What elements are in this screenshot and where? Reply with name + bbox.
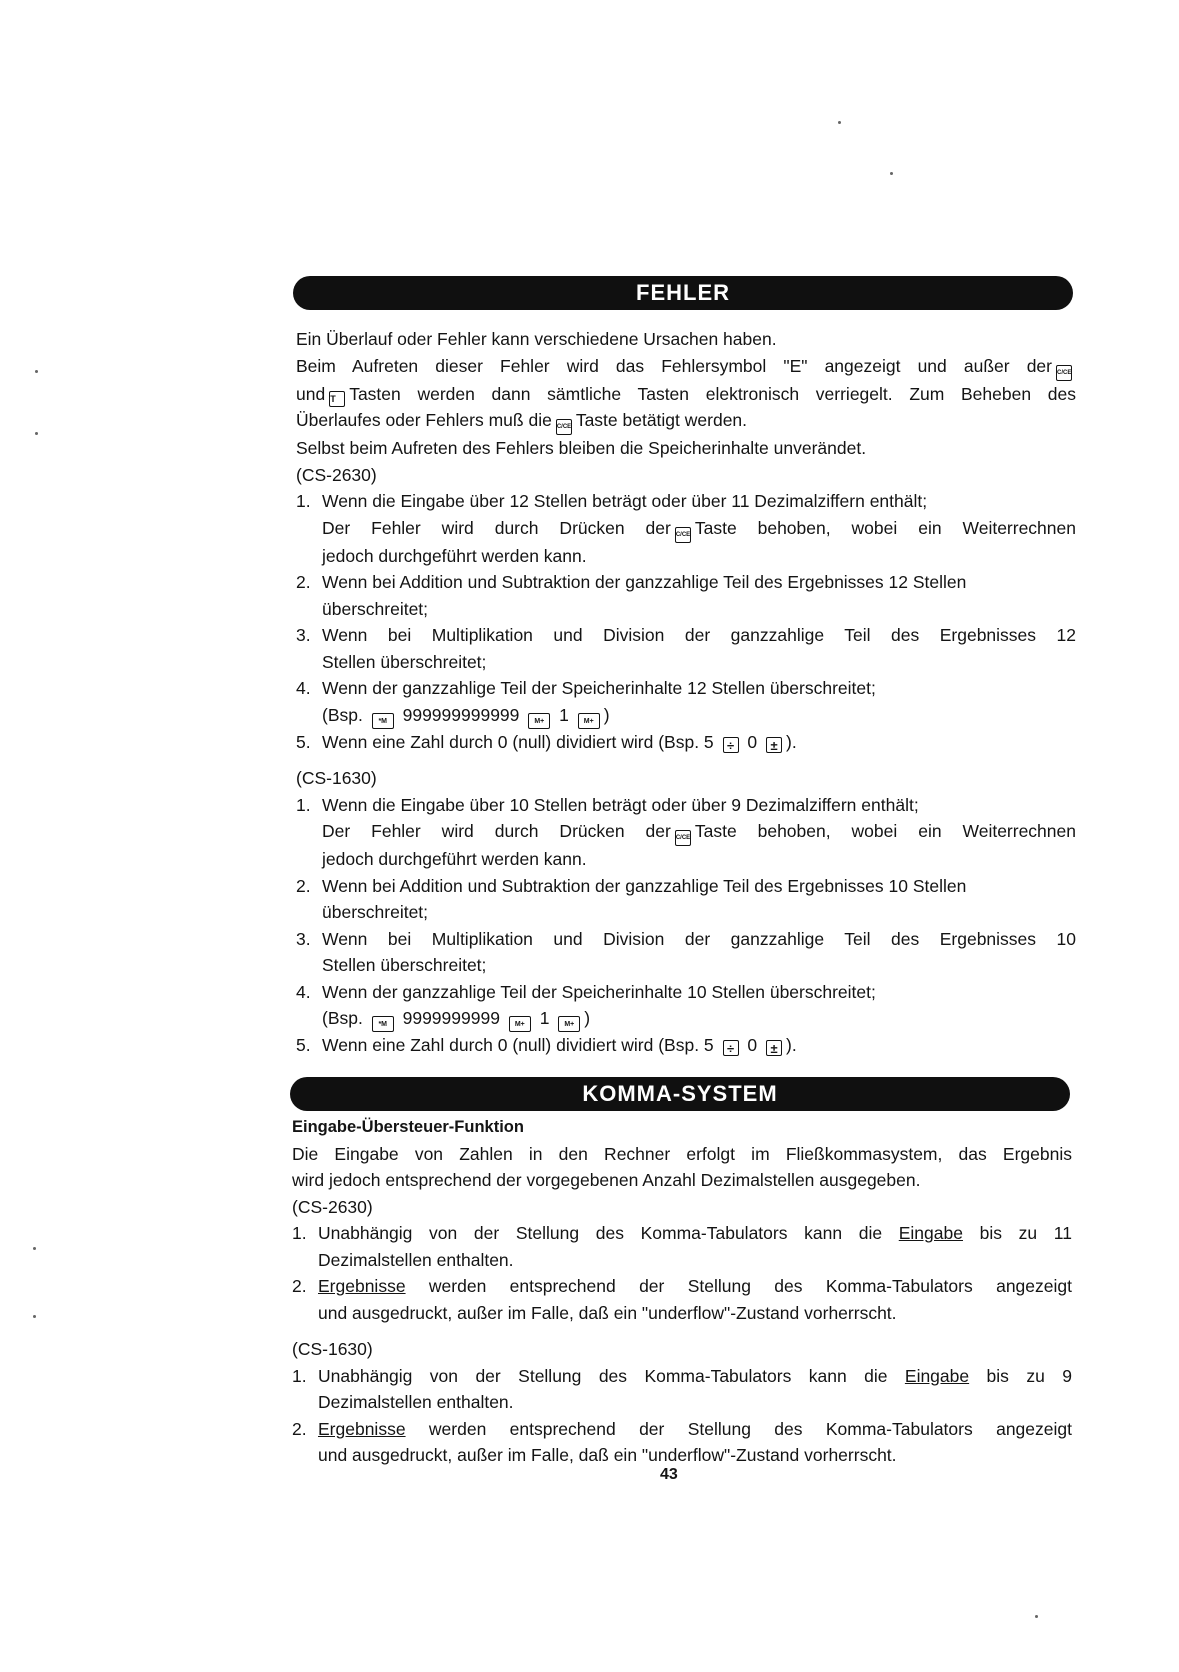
item-text-a: Der Fehler wird durch Drücken der [322,821,671,841]
fehler-cs2630-item-1 [296,488,1076,569]
scan-speck [35,370,38,373]
item-number: 5. [296,731,311,752]
fehler-cs2630-item-2 [296,569,1076,622]
komma-cs2630-item-2 [292,1273,1072,1326]
item-number: 4. [296,981,311,1002]
item-text: und ausgedruckt, außer im Falle, daß ein "underflow"-Zustand vorherrscht. [318,1302,897,1323]
example-label: (Bsp. [322,1008,363,1028]
fehler-cs1630-item-1 [296,792,1076,873]
item-number: 2. [292,1418,307,1439]
m-plus-key-icon: M+ [509,1016,531,1032]
star-m-key-icon: *M [372,713,394,729]
item-text: Stellen überschreitet; [322,955,487,975]
clear-key-icon: C/CE [675,527,691,543]
fehler-intro-1: Ein Überlauf oder Fehler kann verschiedene Ursachen haben. [296,329,777,349]
item-number: 1. [292,1365,307,1386]
komma-intro-2: wird jedoch entsprechend der vorgegebenen Anzahl Dezimalstellen ausgegeben. [292,1170,921,1190]
item-text: Wenn der ganzzahlige Teil der Speicherinhalte 12 Stellen überschreitet; [322,678,876,698]
fehler-intro-3 [296,381,1076,408]
example-label: (Bsp. [322,704,363,725]
fehler-title: FEHLER [630,280,736,306]
fehler-model-cs1630: (CS-1630) [296,768,377,788]
item-underlined: Eingabe [898,1223,963,1243]
fehler-cs1630-item-3 [296,926,1076,979]
item-text: jedoch durchgeführt werden kann. [322,849,587,869]
item-text: überschreitet; [322,902,429,922]
item-text: Dezimalstellen enthalten. [318,1249,514,1270]
komma-model-cs2630: (CS-2630) [292,1196,373,1217]
item-text-b: Taste behoben, wobei ein Weiterrechnen [694,517,1076,538]
item-text-zero: 0 [747,1035,758,1055]
fehler-cs1630-item-4 [296,979,1076,1033]
item-text: Dezimalstellen enthalten. [318,1392,514,1412]
item-underlined: Ergebnisse [318,1418,406,1439]
item-underlined: Eingabe [904,1365,970,1386]
item-text: überschreitet; [322,598,429,619]
item-text [318,1363,1072,1390]
m-plus-key-icon: M+ [528,713,550,729]
item-post: werden entsprechend der Stellung des Komma-Tabulators angezeigt [428,1418,1072,1439]
scan-speck [33,1315,36,1318]
item-text [318,1416,1072,1443]
fehler-cs2630-item-3 [296,622,1076,675]
scan-speck [33,1247,36,1250]
fehler-banner [293,276,1073,310]
fehler-intro-4b: Taste betätigt werden. [575,410,748,430]
fehler-intro-4 [296,407,1076,435]
item-number: 1. [296,491,311,511]
item-post: bis zu 11 [979,1223,1072,1243]
m-plus-key-icon: M+ [558,1016,580,1032]
fehler-intro-4a: Überlaufes oder Fehlers muß die [296,410,552,430]
komma-intro-1: Die Eingabe von Zahlen in den Rechner erfolgt im Fließkommasystem, das Ergebnis [292,1143,1072,1164]
example-close: ) [603,704,610,725]
scan-speck [35,432,38,435]
item-text [322,515,1076,543]
clear-key-icon: C/CE [556,419,572,435]
example-one: 1 [559,704,569,725]
item-text [322,729,1076,756]
item-text: Wenn die Eingabe über 12 Stellen beträgt oder über 11 Dezimalziffern enthält; [322,491,928,511]
clear-key-icon: C/CE [675,830,691,846]
fehler-model-cs2630: (CS-2630) [296,464,377,485]
scan-speck [1035,1615,1038,1618]
star-m-key-icon: *M [372,1016,394,1032]
item-text: Wenn bei Multiplikation und Division der ganzzahlige Teil des Ergebnisses 10 [322,928,1076,949]
item-text: Wenn der ganzzahlige Teil der Speicherinhalte 10 Stellen überschreitet; [322,981,876,1002]
item-pre: Unabhängig von der Stellung des Komma-Tabulators kann die [318,1365,888,1386]
total-key-icon: T [329,391,345,407]
item-text: Wenn bei Multiplikation und Division der ganzzahlige Teil des Ergebnisses 12 [322,625,1076,645]
item-post: bis zu 9 [986,1365,1072,1386]
item-text: Wenn bei Addition und Subtraktion der ganzzahlige Teil des Ergebnisses 12 Stellen [322,572,967,592]
item-text-a: Wenn eine Zahl durch 0 (null) dividiert wird (Bsp. 5 [322,731,714,752]
example-one: 1 [539,1008,550,1028]
equals-key-icon: ± [766,1040,782,1056]
scan-speck [890,172,893,175]
komma-banner [290,1077,1070,1111]
item-text-zero: 0 [747,731,758,752]
example-line [322,1005,1076,1032]
item-pre: Unabhängig von der Stellung des Komma-Tabulators kann die [318,1223,883,1243]
und-text: und [296,383,326,404]
item-text: jedoch durchgeführt werden kann. [322,545,587,566]
item-underlined: Ergebnisse [318,1276,406,1296]
komma-subheading: Eingabe-Übersteuer-Funktion [292,1118,524,1136]
fehler-cs2630-item-5 [296,729,1076,756]
example-line [322,702,1076,729]
example-number: 999999999999 [402,704,520,725]
item-number: 1. [292,1223,307,1243]
item-text [318,1273,1072,1300]
item-text: und ausgedruckt, außer im Falle, daß ein "underflow"-Zustand vorherrscht. [318,1445,897,1465]
item-number: 3. [296,928,311,949]
item-number: 2. [296,875,311,896]
komma-model-cs1630: (CS-1630) [292,1339,373,1359]
komma-cs1630-item-1 [292,1363,1072,1416]
fehler-intro-3-text: Tasten werden dann sämtliche Tasten elektronisch verriegelt. Zum Beheben des [349,383,1076,404]
item-text-a: Der Fehler wird durch Drücken der [322,517,671,538]
clear-key-icon: C/CE [1056,365,1072,381]
m-plus-key-icon: M+ [578,713,600,729]
scan-speck [838,121,841,124]
fehler-intro-2 [296,353,1076,381]
equals-key-icon: ± [766,737,782,753]
divide-key-icon: ÷ [723,1040,739,1056]
item-number: 4. [296,678,311,698]
item-text: Wenn die Eingabe über 10 Stellen beträgt oder über 9 Dezimalziffern enthält; [322,794,919,815]
fehler-cs1630-item-2 [296,873,1076,926]
example-number: 9999999999 [402,1008,500,1028]
item-number: 3. [296,625,311,645]
fehler-intro-5: Selbst beim Aufreten des Fehlers bleiben die Speicherinhalte unverändet. [296,438,867,458]
page-number: 43 [660,1466,678,1483]
item-number: 5. [296,1035,311,1055]
item-text: Wenn bei Addition und Subtraktion der ganzzahlige Teil des Ergebnisses 10 Stellen [322,875,967,896]
example-close: ) [584,1008,591,1028]
item-text [322,818,1076,846]
item-number: 1. [296,794,311,815]
item-text-b: Taste behoben, wobei ein Weiterrechnen [694,821,1076,841]
fehler-cs2630-item-4 [296,675,1076,729]
item-number: 2. [292,1276,307,1296]
komma-title: KOMMA-SYSTEM [576,1081,783,1107]
item-text-end: ). [786,731,797,752]
divide-key-icon: ÷ [723,737,739,753]
fehler-cs1630-item-5 [296,1032,1076,1059]
item-post: werden entsprechend der Stellung des Komma-Tabulators angezeigt [428,1276,1072,1296]
item-text [322,1032,1076,1059]
item-text-a: Wenn eine Zahl durch 0 (null) dividiert wird (Bsp. 5 [322,1035,714,1055]
komma-cs1630-item-2 [292,1416,1072,1469]
komma-cs2630-item-1 [292,1220,1072,1273]
fehler-intro-2-text: Beim Aufreten dieser Fehler wird das Fehlersymbol "E" angezeigt und außer der [296,355,1052,376]
item-text: Stellen überschreitet; [322,651,487,672]
item-text-end: ). [786,1035,797,1055]
item-number: 2. [296,572,311,592]
fehler-section [296,326,1076,1059]
item-text [318,1220,1072,1247]
komma-section [292,1114,1072,1469]
